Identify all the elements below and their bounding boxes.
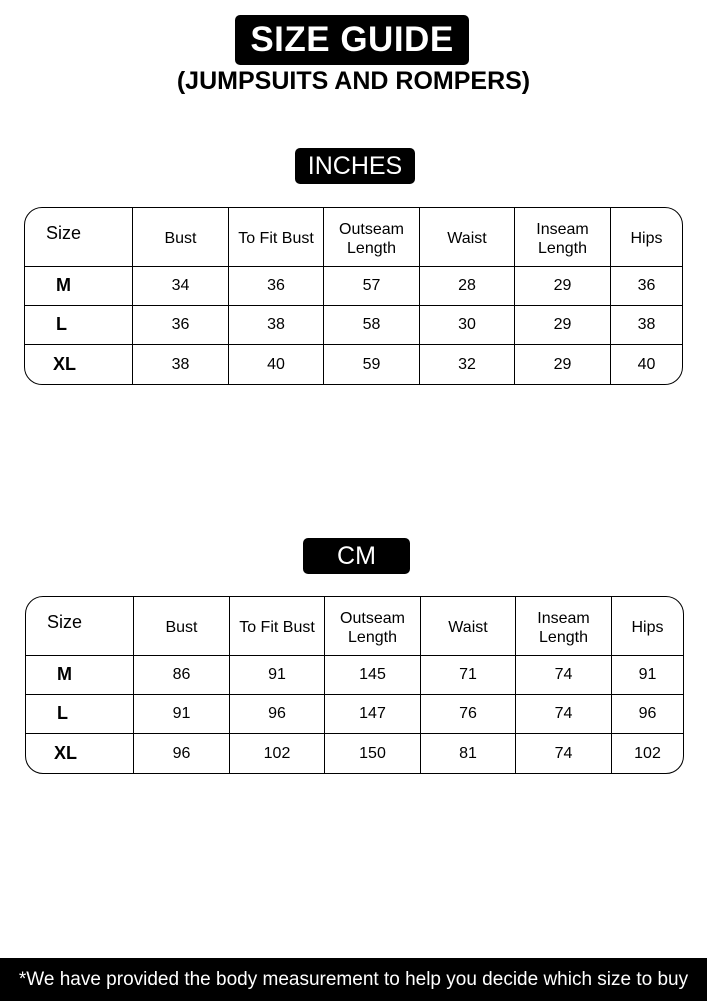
column-header-size: Size [25, 208, 133, 267]
table-cell: 150 [325, 734, 421, 773]
table-cell: 91 [230, 656, 325, 695]
table-cell: 58 [324, 306, 420, 345]
table-cell: 38 [611, 306, 682, 345]
inches-size-table [24, 207, 683, 385]
column-header-inseam-length: Inseam Length [515, 208, 611, 267]
size-label-m: M [25, 267, 133, 306]
table-cell: 38 [133, 345, 229, 384]
table-cell: 102 [230, 734, 325, 773]
column-header-to-fit-bust: To Fit Bust [230, 597, 325, 656]
cm-size-table [25, 596, 684, 774]
table-cell: 59 [324, 345, 420, 384]
table-cell: 76 [421, 695, 516, 734]
table-cell: 74 [516, 695, 612, 734]
column-header-hips: Hips [612, 597, 683, 656]
table-cell: 40 [637, 355, 656, 373]
column-header-outseam-length: Outseam Length [325, 597, 421, 656]
table-cell: 96 [134, 734, 230, 773]
table-cell: 29 [515, 306, 611, 345]
size-label-xl: XL [26, 734, 134, 773]
cm-unit-label: CM [303, 538, 410, 574]
table-cell: 32 [420, 345, 515, 384]
column-header-to-fit-bust: To Fit Bust [229, 208, 324, 267]
size-label-l: L [25, 306, 133, 345]
table-cell: 30 [420, 306, 515, 345]
table-cell: 36 [611, 267, 682, 306]
column-header-hips: Hips [611, 208, 682, 267]
table-cell: 36 [229, 267, 324, 306]
table-cell: 96 [612, 695, 683, 734]
column-header-bust: Bust [134, 597, 230, 656]
table-cell: 36 [133, 306, 229, 345]
size-guide-title: SIZE GUIDE [235, 15, 469, 65]
measurement-disclaimer: *We have provided the body measurement to help you decide which size to buy [0, 958, 707, 1001]
table-cell: 91 [134, 695, 230, 734]
table-cell: 40 [229, 345, 324, 384]
table-cell: 102 [634, 744, 661, 762]
column-header-size: Size [26, 597, 134, 656]
table-cell: 74 [516, 734, 612, 773]
table-cell: 71 [421, 656, 516, 695]
table-cell: 74 [516, 656, 612, 695]
product-category-subtitle: (JUMPSUITS AND ROMPERS) [176, 67, 531, 95]
column-header-bust: Bust [133, 208, 229, 267]
column-header-waist: Waist [421, 597, 516, 656]
table-cell: 28 [420, 267, 515, 306]
table-cell: 34 [133, 267, 229, 306]
column-header-outseam-length: Outseam Length [324, 208, 420, 267]
table-cell: 29 [515, 267, 611, 306]
table-cell: 86 [134, 656, 230, 695]
table-cell: 57 [324, 267, 420, 306]
inches-unit-label: INCHES [295, 148, 415, 184]
table-cell: 81 [421, 734, 516, 773]
size-label-m: M [26, 656, 134, 695]
table-cell: 38 [229, 306, 324, 345]
table-cell: 147 [325, 695, 421, 734]
column-header-inseam-length: Inseam Length [516, 597, 612, 656]
size-label-l: L [26, 695, 134, 734]
column-header-waist: Waist [420, 208, 515, 267]
table-cell: 96 [230, 695, 325, 734]
table-cell: 145 [325, 656, 421, 695]
table-cell: 29 [515, 345, 611, 384]
table-cell: 91 [612, 656, 683, 695]
size-label-xl: XL [25, 345, 133, 384]
